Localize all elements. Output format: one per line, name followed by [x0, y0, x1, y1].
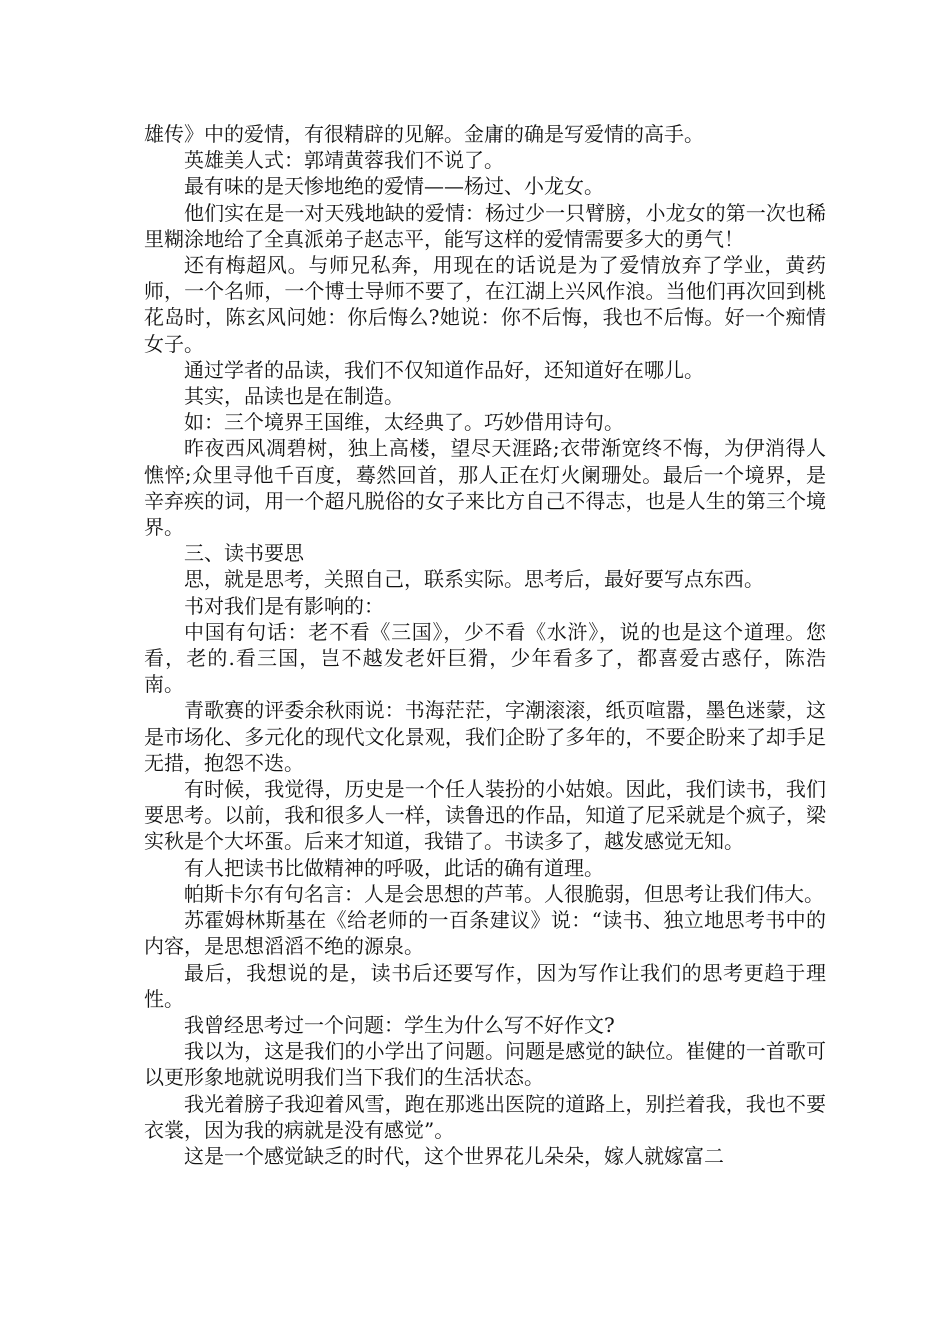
document-body — [144, 121, 826, 1169]
paragraph-6: 通过学者的品读，我们不仅知道作品好，还知道好在哪儿。 — [184, 357, 704, 382]
paragraph-1: 雄传》中的爱情，有很精辟的见解。金庸的确是写爱情的高手。 — [144, 122, 704, 146]
paragraph-3: 最有味的是天惨地绝的爱情——杨过、小龙女。 — [184, 174, 604, 199]
paragraph-2: 英雄美人式：郭靖黄蓉我们不说了。 — [184, 148, 504, 173]
paragraph-8: 如：三个境界王国维，太经典了。巧妙借用诗句。 — [184, 410, 624, 435]
paragraph-22: 我光着膀子我迎着风雪，跑在那逃出医院的道路上，别拦着我，我也不要衣裳，因为我的病就是没有感觉”。 — [144, 1091, 826, 1142]
paragraph-9: 昨夜西风凋碧树，独上高楼，望尽天涯路;衣带渐宽终不悔，为伊消得人憔悴;众里寻他千百度，蓦然回首，那人正在灯火阑珊处。最后一个境界，是辛弃疾的词，用一个超凡脱俗的女子来比方自己不得志，也是人生的第三个境界。 — [144, 436, 826, 540]
paragraph-16: 有人把读书比做精神的呼吸，此话的确有道理。 — [184, 855, 604, 880]
paragraph-13: 中国有句话：老不看《三国》，少不看《水浒》，说的也是这个道理。您看，老的.看三国，岂不越发老奸巨猾，少年看多了，都喜爱古惑仔，陈浩南。 — [144, 619, 826, 697]
paragraph-14: 青歌赛的评委余秋雨说：书海茫茫，字潮滚滚，纸页喧嚣，墨色迷蒙，这是市场化、多元化的现代文化景观，我们企盼了多年的，不要企盼来了却手足无措，抱怨不迭。 — [144, 698, 826, 775]
paragraph-21: 我以为，这是我们的小学出了问题。问题是感觉的缺位。崔健的一首歌可以更形象地就说明我们当下我们的生活状态。 — [144, 1039, 826, 1090]
paragraph-18: 苏霍姆林斯基在《给老师的一百条建议》说：“读书、独立地思考书中的内容，是思想滔滔不绝的源泉。 — [144, 908, 826, 959]
paragraph-4: 他们实在是一对天残地缺的爱情：杨过少一只臂膀，小龙女的第一次也稀里糊涂地给了全真派弟子赵志平，能写这样的爱情需要多大的勇气！ — [144, 200, 826, 251]
paragraph-23: 这是一个感觉缺乏的时代，这个世界花儿朵朵，嫁人就嫁富二 — [184, 1143, 724, 1168]
paragraph-12: 书对我们是有影响的： — [184, 593, 384, 618]
paragraph-5: 还有梅超风。与师兄私奔，用现在的话说是为了爱情放弃了学业，黄药师，一个名师，一个博士导师不要了，在江湖上兴风作浪。当他们再次回到桃花岛时，陈玄风问她：你后悔么?她说：你不后悔，我也不后悔。好一个痴情女子。 — [144, 253, 826, 356]
paragraph-17: 帕斯卡尔有句名言：人是会思想的芦苇。人很脆弱，但思考让我们伟大。 — [184, 881, 824, 906]
paragraph-11: 思，就是思考，关照自己，联系实际。思考后，最好要写点东西。 — [184, 567, 764, 592]
section-heading: 三、读书要思 — [184, 541, 304, 566]
paragraph-7: 其实，品读也是在制造。 — [184, 384, 404, 409]
paragraph-15: 有时候，我觉得，历史是一个任人装扮的小姑娘。因此，我们读书，我们要思考。以前，我和很多人一样，读鲁迅的作品，知道了尼采就是个疯子，梁实秋是个大坏蛋。后来才知道，我错了。书读多了，越发感觉无知。 — [144, 777, 826, 854]
paragraph-20: 我曾经思考过一个问题：学生为什么写不好作文? — [184, 1012, 615, 1037]
paragraph-19: 最后，我想说的是，读书后还要写作，因为写作让我们的思考更趋于理性。 — [144, 960, 826, 1011]
